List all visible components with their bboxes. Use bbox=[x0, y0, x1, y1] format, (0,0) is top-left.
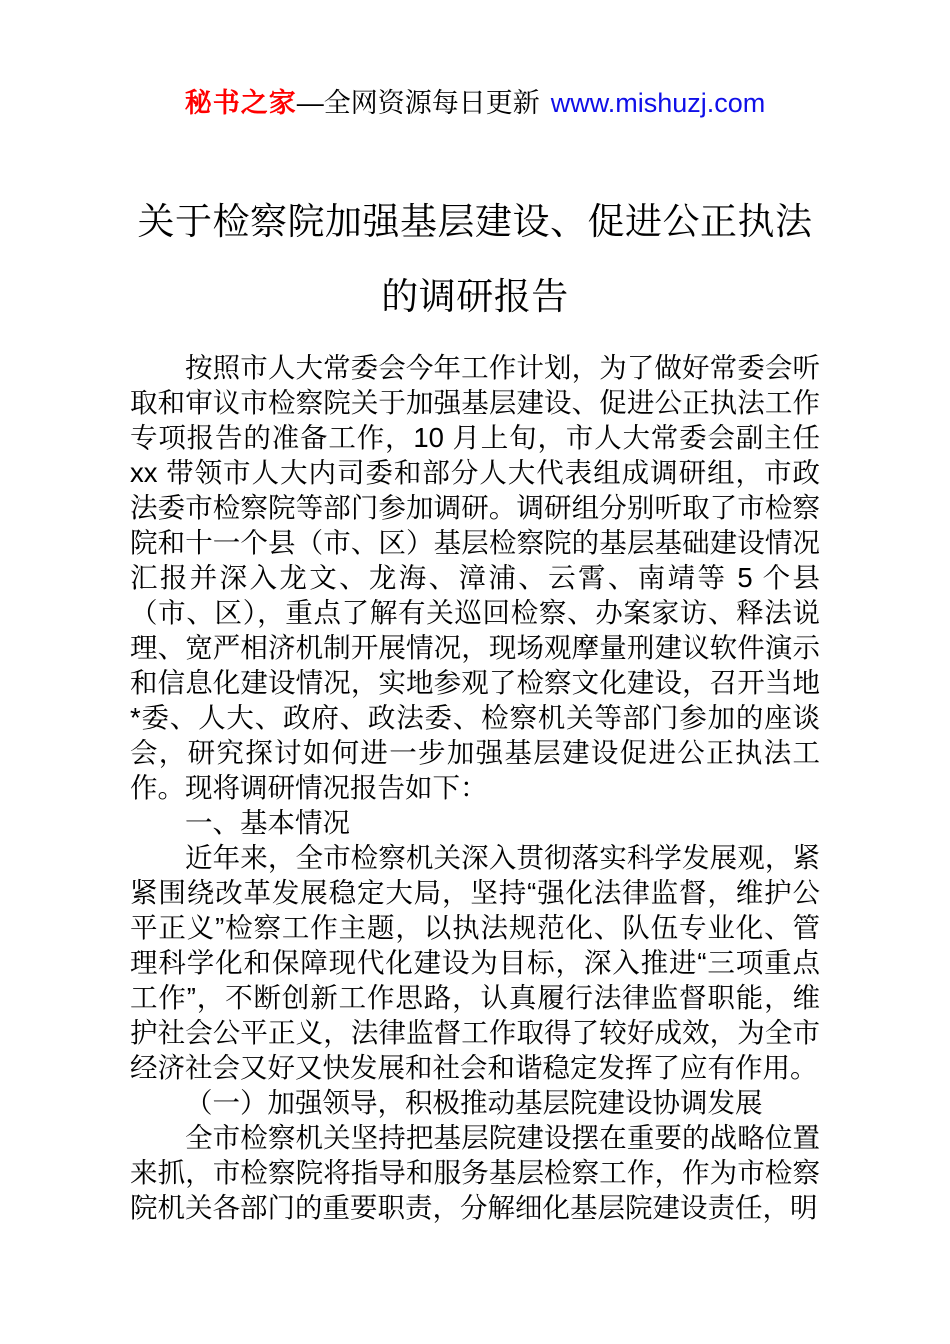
body-paragraph-strategic-position: 全市检察机关坚持把基层院建设摆在重要的战略位置来抓，市检察院将指导和服务基层检察工作，作为市检察院机关各部门的重要职责，分解细化基层院建设责任，明 bbox=[130, 1122, 820, 1223]
document-body bbox=[130, 350, 820, 1225]
body-paragraph-intro: 按照市人大常委会今年工作计划，为了做好常委会听取和审议市检察院关于加强基层建设、促进公正执法工作专项报告的准备工作，10 月上旬，市人大常委会副主任 xx 带领市人大内司委和部分人大代表组成调研组，市政法委市检察院等部门参加调研。调研组分别听取了市检察院和十一个县（市、区）基层检察院的基层基础建设情况汇报并深入龙文、龙海、漳浦、云霄、南靖等 5 个县（市、区），重点了解有关巡回检察、办案家访、释法说理、宽严相济机制开展情况，现场观摩量刑建议软件演示和信息化建设情况，实地参观了检察文化建设，召开当地*委、人大、政府、政法委、检察机关等部门参加的座谈会，研究探讨如何进一步加强基层建设促进公正执法工作。现将调研情况报告如下： bbox=[130, 352, 820, 803]
subsection-heading-strengthen-leadership: （一）加强领导，积极推动基层院建设协调发展 bbox=[185, 1087, 763, 1118]
section-heading-basic-situation: 一、基本情况 bbox=[185, 807, 350, 838]
document-title bbox=[130, 184, 820, 334]
site-url-link[interactable]: www.mishuzj.com bbox=[550, 88, 766, 118]
site-tagline: 全网资源每日更新 bbox=[323, 88, 540, 118]
site-brand: 秘书之家 bbox=[184, 88, 297, 118]
header-separator: — bbox=[296, 88, 324, 118]
site-header bbox=[0, 87, 950, 119]
document-title-line2: 的调研报告 bbox=[381, 276, 569, 317]
body-paragraph-recent-years: 近年来，全市检察机关深入贯彻落实科学发展观，紧紧围绕改革发展稳定大局，坚持“强化法律监督，维护公平正义”检察工作主题，以执法规范化、队伍专业化、管理科学化和保障现代化建设为目标，深入推进“三项重点工作”，不断创新工作思路，认真履行法律监督职能，维护社会公平正义，法律监督工作取得了较好成效，为全市经济社会又好又快发展和社会和谐稳定发挥了应有作用。 bbox=[130, 842, 820, 1083]
document-title-line1: 关于检察院加强基层建设、促进公正执法 bbox=[137, 201, 813, 242]
